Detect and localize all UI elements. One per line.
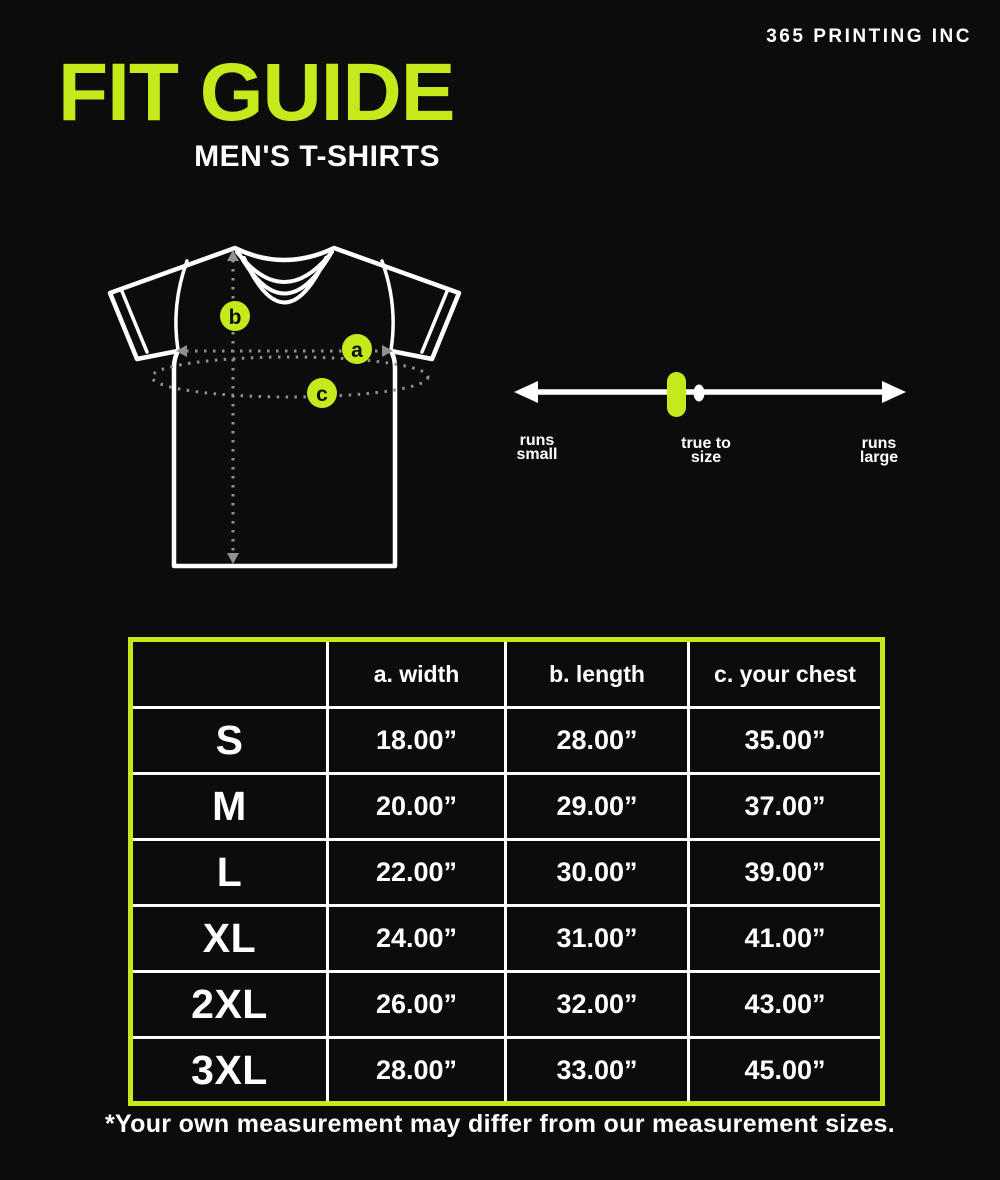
width-value: 26.00” xyxy=(328,972,506,1038)
scale-label-runs-large-line1: runs xyxy=(861,435,897,452)
sleeve-hem-left xyxy=(121,289,147,352)
length-value: 30.00” xyxy=(506,840,689,906)
table-row-3xl xyxy=(131,1038,883,1104)
chest-value: 41.00” xyxy=(689,906,883,972)
width-value: 18.00” xyxy=(328,708,506,774)
armhole-seam-right xyxy=(382,261,393,350)
size-label: 3XL xyxy=(131,1038,328,1104)
measure-arrowheads xyxy=(176,250,393,564)
footnote: *Your own measurement may differ from our measurement sizes. xyxy=(105,1110,895,1138)
length-value: 31.00” xyxy=(506,906,689,972)
size-table-header-row xyxy=(131,640,883,708)
length-arrow-down xyxy=(227,553,239,564)
chest-measure-ellipse xyxy=(152,357,428,397)
size-label: 2XL xyxy=(131,972,328,1038)
scale-label-true-to-size-line1: true to xyxy=(681,435,731,452)
size-table xyxy=(128,637,885,1106)
size-label: L xyxy=(131,840,328,906)
page-subtitle: MEN'S T-SHIRTS xyxy=(194,140,440,173)
length-value: 28.00” xyxy=(506,708,689,774)
scale-label-true-to-size xyxy=(636,437,776,465)
tshirt-outline xyxy=(110,248,459,566)
chest-value: 45.00” xyxy=(689,1038,883,1104)
size-table-header-chest: c. your chest xyxy=(689,640,883,708)
scale-label-runs-small-line2: small xyxy=(516,446,558,463)
chest-value: 35.00” xyxy=(689,708,883,774)
scale-label-runs-large-line2: large xyxy=(859,449,899,466)
scale-label-runs-small xyxy=(467,434,607,462)
size-label: S xyxy=(131,708,328,774)
fit-scale xyxy=(514,372,906,417)
page-title: FIT GUIDE xyxy=(58,47,455,138)
size-table-header-size xyxy=(131,640,328,708)
scale-label-runs-large xyxy=(809,437,949,465)
table-row-s xyxy=(131,708,883,774)
table-row-2xl xyxy=(131,972,883,1038)
measure-markers xyxy=(220,301,372,408)
chest-value: 43.00” xyxy=(689,972,883,1038)
scale-label-runs-small-line1: runs xyxy=(519,432,555,449)
scale-arrow-left xyxy=(514,381,538,403)
brand-name: 365 PRINTING INC xyxy=(766,26,972,47)
chest-value: 37.00” xyxy=(689,774,883,840)
width-value: 28.00” xyxy=(328,1038,506,1104)
table-row-l xyxy=(131,840,883,906)
width-value: 20.00” xyxy=(328,774,506,840)
marker-b-label: b xyxy=(228,306,242,329)
size-table-header-width: a. width xyxy=(328,640,506,708)
table-row-m xyxy=(131,774,883,840)
size-label: M xyxy=(131,774,328,840)
length-value: 29.00” xyxy=(506,774,689,840)
scale-label-true-to-size-line2: size xyxy=(690,449,722,466)
length-value: 32.00” xyxy=(506,972,689,1038)
sleeve-hem-right xyxy=(422,289,448,352)
table-row-xl xyxy=(131,906,883,972)
size-table-header-length: b. length xyxy=(506,640,689,708)
marker-c-label: c xyxy=(316,383,328,406)
chest-value: 39.00” xyxy=(689,840,883,906)
armhole-seam-left xyxy=(176,261,187,350)
scale-arrow-right xyxy=(882,381,906,403)
scale-indicator-pill xyxy=(667,372,686,417)
width-value: 24.00” xyxy=(328,906,506,972)
length-value: 33.00” xyxy=(506,1038,689,1104)
size-label: XL xyxy=(131,906,328,972)
tshirt-diagram xyxy=(110,248,459,566)
marker-a-label: a xyxy=(351,339,363,362)
width-value: 22.00” xyxy=(328,840,506,906)
scale-indicator-dot xyxy=(694,385,705,402)
measure-annotations xyxy=(152,260,428,554)
